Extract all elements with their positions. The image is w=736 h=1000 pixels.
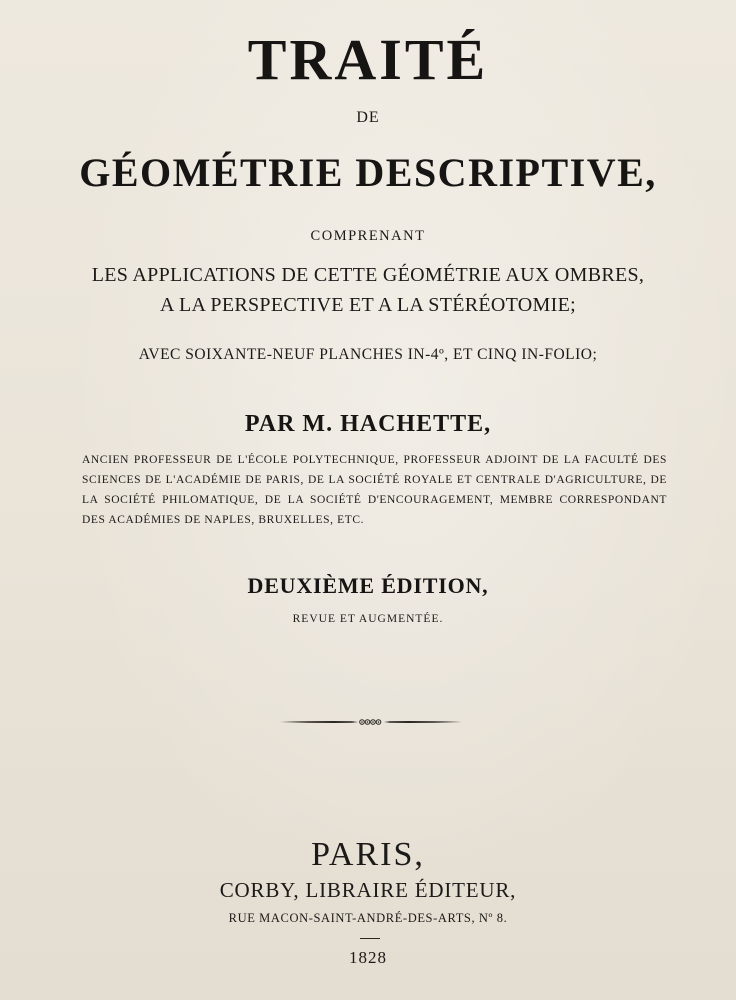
author-qualifications: ANCIEN PROFESSEUR DE L'ÉCOLE POLYTECHNIQUE, PROFESSEUR ADJOINT DE LA FACULTÉ DES SCIENCES DE L'ACADÉMIE DE PARIS, DE LA SOCIÉTÉ ROYALE ET CENTRALE D'AGRICULTURE, DE LA SOCIÉTÉ PHILOMATIQUE, DE LA SOCIÉTÉ D'ENCOURAGEMENT, MEMBRE CORRESPONDANT DES ACADÉMIES DE NAPLES, BRUXELLES, ETC.: [82, 454, 667, 526]
comprenant-line: COMPRENANT: [310, 228, 426, 244]
year-rule: [360, 938, 380, 939]
title-preposition: DE: [356, 109, 380, 126]
imprint-year: 1828: [349, 948, 387, 967]
revision-note: REVUE ET AUGMENTÉE.: [292, 613, 444, 625]
plates-description: AVEC SOIXANTE-NEUF PLANCHES IN-4º, ET CINQ IN-FOLIO;: [138, 346, 598, 363]
imprint-city: PARIS,: [311, 836, 425, 873]
imprint-publisher: CORBY, LIBRAIRE ÉDITEUR,: [219, 878, 517, 902]
book-subtitle: GÉOMÉTRIE DESCRIPTIVE,: [79, 150, 657, 195]
edition-line: DEUXIÈME ÉDITION,: [247, 573, 489, 598]
book-title: TRAITÉ: [247, 27, 489, 92]
applications-line-1: LES APPLICATIONS DE CETTE GÉOMÉTRIE AUX OMBRES,: [91, 264, 645, 286]
ornament-divider-icon: [278, 713, 464, 731]
author-line: PAR M. HACHETTE,: [244, 411, 492, 437]
imprint-address: RUE MACON-SAINT-ANDRÉ-DES-ARTS, Nº 8.: [228, 911, 508, 925]
applications-line-2: A LA PERSPECTIVE ET A LA STÉRÉOTOMIE;: [160, 294, 576, 316]
